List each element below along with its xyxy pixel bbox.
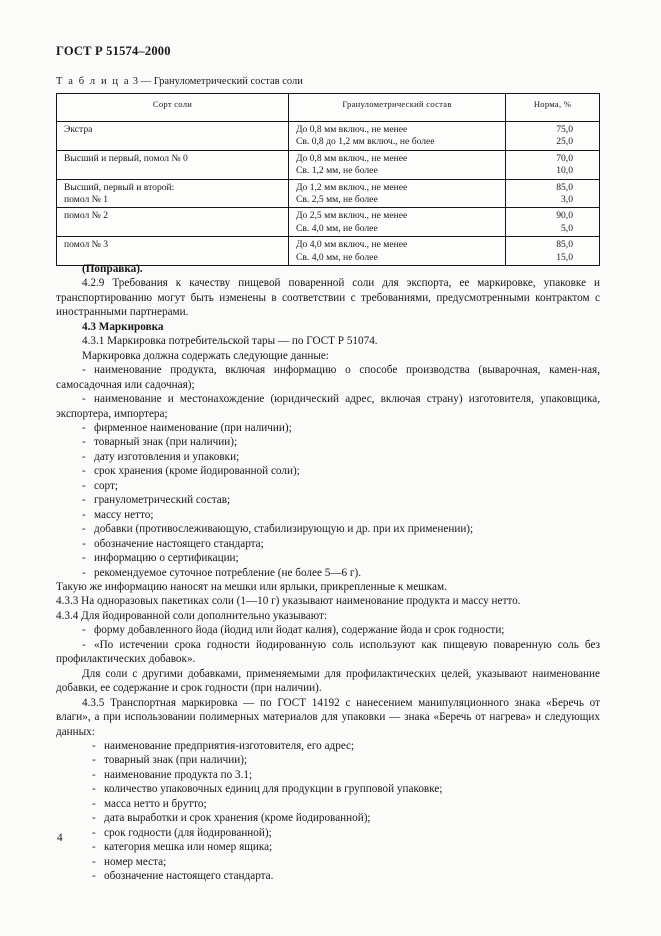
list-item: [56, 638, 600, 667]
cell-granulometric-composition: [289, 208, 506, 237]
marking-data-list: [56, 363, 600, 580]
other-additives-note: Для соли с другими добавками, применяемыми для профилактических целей, указывают наименование добавки, ее содержание и срок годности (при наличии).: [56, 667, 600, 695]
list-item-text: наименование и местонахождение (юридический адрес, включая страну) изготовителя, упаковщика, экспортера, импортера;: [56, 393, 600, 420]
cell-norm-value: [506, 208, 600, 237]
table-cell-line: До 2,5 мм включ., не менее: [296, 210, 408, 222]
list-item-text: срок хранения (кроме йодированной соли);: [94, 465, 300, 478]
list-item: [56, 435, 600, 449]
cell-salt-grade: [57, 179, 289, 208]
cell-granulometric-composition: [289, 150, 506, 179]
correction-note: (Поправка).: [82, 263, 143, 275]
list-item: [56, 768, 600, 782]
list-item: [56, 508, 600, 522]
table-cell-line: Высший и первый, помол № 0: [64, 152, 188, 164]
table-cell-line: 85,0: [556, 239, 573, 251]
list-item-text: информацию о сертификации;: [94, 552, 239, 565]
table-cell-line: 3,0: [561, 194, 573, 206]
table-cell-line: Св. 2,5 мм, не более: [296, 194, 378, 206]
table-cell-line: помол № 1: [64, 194, 109, 206]
list-item-text: дата выработки и срок хранения (кроме йодированной);: [104, 812, 371, 825]
cell-granulometric-composition: [289, 122, 506, 151]
clause-4-3-3: 4.3.3 На одноразовых пакетиках соли (1—10 г) указывают наименование продукта и массу нетто.: [56, 595, 521, 608]
list-item: [56, 493, 600, 507]
granulometric-composition-table: [56, 93, 600, 266]
list-item: [56, 869, 600, 883]
sacks-note: Такую же информацию наносят на мешки или ярлыки, прикрепленные к мешкам.: [56, 580, 447, 593]
cell-salt-grade: [57, 122, 289, 151]
heading-4-3-markirovka: 4.3 Маркировка: [82, 320, 164, 333]
list-bullet-dash: -: [82, 638, 86, 651]
clause-4-3-1: 4.3.1 Маркировка потребительской тары — по ГОСТ Р 51074.: [82, 335, 378, 348]
table-cell-line: 15,0: [556, 251, 573, 263]
list-item-text: наименование продукта, включая информацию о способе производства (выварочная, камен-ная, самосадочная или садочная);: [56, 364, 600, 391]
table-row: [57, 122, 600, 151]
clause-4-3-4: 4.3.4 Для йодированной соли дополнительно указывают:: [56, 609, 327, 622]
list-item-text: сорт;: [94, 479, 119, 492]
list-item: [56, 450, 600, 464]
table-cell-line: Экстра: [64, 124, 93, 135]
list-item-text: товарный знак (при наличии);: [104, 754, 248, 767]
table-body: [57, 122, 600, 266]
table-cell-line: 90,0: [556, 210, 573, 222]
list-item: [56, 826, 600, 840]
table-caption-number: 3: [132, 76, 138, 87]
table-cell-line: 75,0: [556, 124, 573, 135]
list-item: [56, 479, 600, 493]
table-cell-line: 10,0: [556, 165, 573, 177]
table-header-row: [57, 94, 600, 122]
list-item: [56, 753, 600, 767]
list-item-text: наименование предприятия-изготовителя, его адрес;: [104, 739, 355, 752]
list-item-text: добавки (противослеживающую, стабилизирующую и др. при их применении);: [94, 523, 474, 536]
cell-salt-grade: [57, 208, 289, 237]
list-item: [56, 421, 600, 435]
cell-norm-value: [506, 150, 600, 179]
list-item: [56, 623, 600, 637]
table-row: [57, 179, 600, 208]
table-cell-line: 5,0: [561, 222, 573, 234]
list-item-text: обозначение настоящего стандарта;: [94, 537, 264, 550]
cell-norm-value: [506, 179, 600, 208]
iodized-salt-data-list: [56, 623, 600, 666]
table-caption-title: Гранулометрический состав соли: [153, 76, 303, 87]
cell-granulometric-composition: [289, 179, 506, 208]
list-item: [56, 566, 600, 580]
list-item: [56, 392, 600, 421]
list-item: [56, 840, 600, 854]
cell-salt-grade: [57, 150, 289, 179]
table-cell-line: 85,0: [556, 181, 573, 193]
page-number: 4: [57, 832, 63, 844]
table-header-row-group: [57, 94, 600, 122]
table-cell-line: Высший, первый и второй:: [64, 181, 175, 193]
list-item-text: массу нетто;: [94, 508, 154, 521]
list-item-text: фирменное наименование (при наличии);: [94, 421, 292, 434]
document-body: [56, 262, 600, 883]
table-cell-line: Св. 1,2 мм, не более: [296, 165, 378, 177]
table-cell-line: помол № 3: [64, 239, 109, 251]
list-item: [56, 782, 600, 796]
list-item-text: масса нетто и брутто;: [104, 797, 207, 810]
clause-4-3-2-intro: Маркировка должна содержать следующие данные:: [82, 349, 329, 362]
table-cell-line: До 0,8 мм включ., не менее: [296, 152, 408, 164]
list-bullet-dash: -: [82, 364, 86, 377]
transport-marking-data-list: [56, 739, 600, 884]
list-item-text: гранулометрический состав;: [94, 494, 231, 507]
table-row: [57, 208, 600, 237]
table-cell-line: Св. 4,0 мм, не более: [296, 222, 378, 234]
list-item: [56, 797, 600, 811]
list-item: [56, 363, 600, 392]
list-item-text: номер места;: [104, 855, 167, 868]
list-item-text: форму добавленного йода (йодид или йодат калия), содержание йода и срок годности;: [94, 624, 505, 637]
column-header-norm-percent: Норма, %: [506, 94, 600, 122]
list-item: [56, 464, 600, 478]
table-caption: [56, 76, 303, 87]
table-cell-line: помол № 2: [64, 210, 109, 222]
list-item-text: дату изготовления и упаковки;: [94, 450, 240, 463]
table-cell-line: До 0,8 мм включ., не менее: [296, 124, 408, 135]
table-cell-line: 25,0: [556, 136, 573, 148]
list-item-text: «По истечении срока годности йодированную соль используют как пищевую поваренную соль без профилактических добавок».: [56, 638, 600, 666]
table-cell-line: До 4,0 мм включ., не менее: [296, 239, 408, 251]
table-cell-line: 70,0: [556, 152, 573, 164]
list-item-text: рекомендуемое суточное потребление (не более 5—6 г).: [94, 566, 362, 579]
list-item: [56, 811, 600, 825]
cell-norm-value: [506, 122, 600, 151]
table-cell-line: До 1,2 мм включ., не менее: [296, 181, 408, 193]
list-item: [56, 739, 600, 753]
list-item-text: товарный знак (при наличии);: [94, 436, 238, 449]
list-bullet-dash: -: [82, 624, 86, 637]
list-item-text: срок годности (для йодированной);: [104, 826, 272, 839]
list-item: [56, 551, 600, 565]
table-caption-prefix: Т а б л и ц а: [56, 76, 131, 87]
table-cell-line: Св. 4,0 мм, не более: [296, 251, 378, 263]
table-row: [57, 150, 600, 179]
list-item-text: наименование продукта по 3.1;: [104, 768, 253, 781]
column-header-granulometric-composition: Гранулометрический состав: [289, 94, 506, 122]
clause-4-2-9: 4.2.9 Требования к качеству пищевой поваренной соли для экспорта, ее маркировке, упаковке и транспортированию могут быть изменены в соответствии с требованиями, предусмотренными контрактом с иностранными партнерами.: [56, 277, 600, 319]
list-item-text: количество упаковочных единиц для продукции в групповой упаковке;: [104, 783, 443, 796]
table-caption-dash: —: [140, 76, 152, 87]
column-header-salt-grade: Сорт соли: [57, 94, 289, 122]
list-bullet-dash: -: [82, 393, 86, 406]
list-item-text: обозначение настоящего стандарта.: [104, 870, 274, 883]
clause-4-3-5: 4.3.5 Транспортная маркировка — по ГОСТ 14192 с нанесением манипуляционного знака «Беречь от влаги», а при использовании полимерных материалов для упаковки — знака «Беречь от нагрева» и следующих данных:: [56, 696, 600, 738]
list-item-text: категория мешка или номер ящика;: [104, 841, 273, 854]
standard-number-header: ГОСТ Р 51574–2000: [56, 44, 171, 58]
table-cell-line: Св. 0,8 до 1,2 мм включ., не более: [296, 136, 435, 148]
list-item: [56, 522, 600, 536]
list-item: [56, 537, 600, 551]
list-item: [56, 855, 600, 869]
